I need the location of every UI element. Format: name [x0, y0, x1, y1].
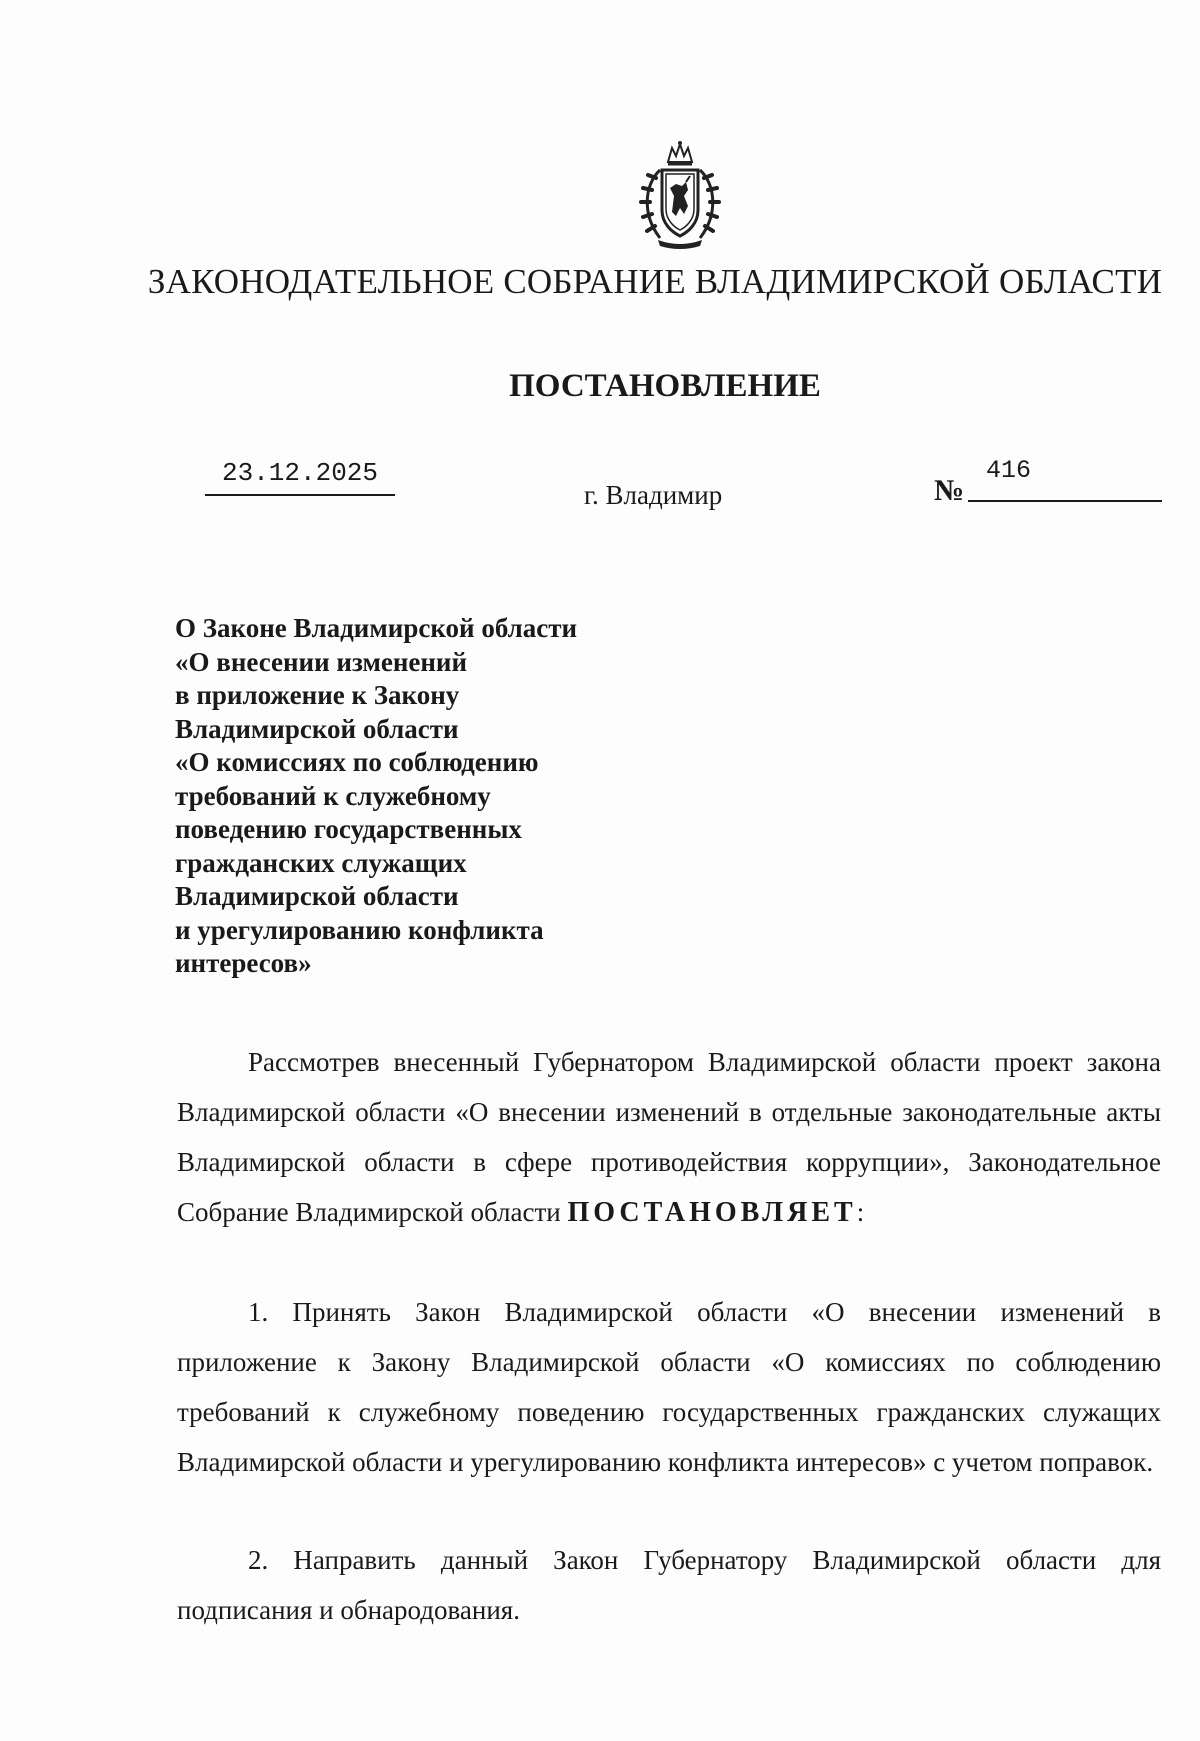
resolves-colon: :: [856, 1197, 865, 1227]
number-sign: №: [934, 474, 965, 507]
title-line: Владимирской области: [175, 881, 459, 911]
title-line: «О комиссиях по соблюдению: [175, 747, 539, 777]
title-line: гражданских служащих: [175, 847, 467, 878]
preamble-text: Рассмотрев внесенный Губернатором Владимирской области проект закона Владимирской области «О внесении изменений в отдельные законодательные акты Владимирской области в сфере противодействия коррупции», Законодательное Собрание Владимирской области: [177, 1047, 1161, 1227]
preamble-paragraph: [177, 1037, 1161, 1238]
document-city: г. Владимир: [584, 480, 723, 510]
resolution-item-1: 1. Принять Закон Владимирской области «О внесении изменений в приложение к Закону Владимирской области «О комиссиях по соблюдению требований к служебному поведению государственных гражданских служащих Владимирской области и урегулированию конфликта интересов» с учетом поправок.: [177, 1297, 1161, 1477]
title-line: требований к служебному: [175, 780, 491, 811]
number-underline: [968, 492, 1162, 502]
document-type-title: ПОСТАНОВЛЕНИЕ: [509, 368, 821, 404]
resolution-item-2: 2. Направить данный Закон Губернатору Владимирской области для подписания и обнародования.: [177, 1545, 1161, 1625]
title-line: в приложение к Закону: [175, 680, 460, 710]
document-subject-title: [175, 612, 645, 981]
title-line: и урегулированию конфликта: [175, 914, 544, 945]
document-date: 23.12.2025: [205, 458, 395, 496]
document-number-field: [934, 456, 1164, 506]
title-line: поведению государственных: [175, 814, 522, 844]
title-line: «О внесении изменений: [175, 646, 468, 677]
title-line: Владимирской области: [175, 713, 459, 744]
title-line: О Законе Владимирской области: [175, 613, 578, 643]
vladimir-region-coat-of-arms-icon: [630, 140, 730, 250]
document-number: 416: [986, 456, 1032, 485]
organization-name: ЗАКОНОДАТЕЛЬНОЕ СОБРАНИЕ ВЛАДИМИРСКОЙ ОБЛАСТИ: [147, 262, 1163, 301]
title-line: интересов»: [175, 948, 312, 978]
resolves-keyword: ПОСТАНОВЛЯЕТ: [567, 1197, 857, 1228]
